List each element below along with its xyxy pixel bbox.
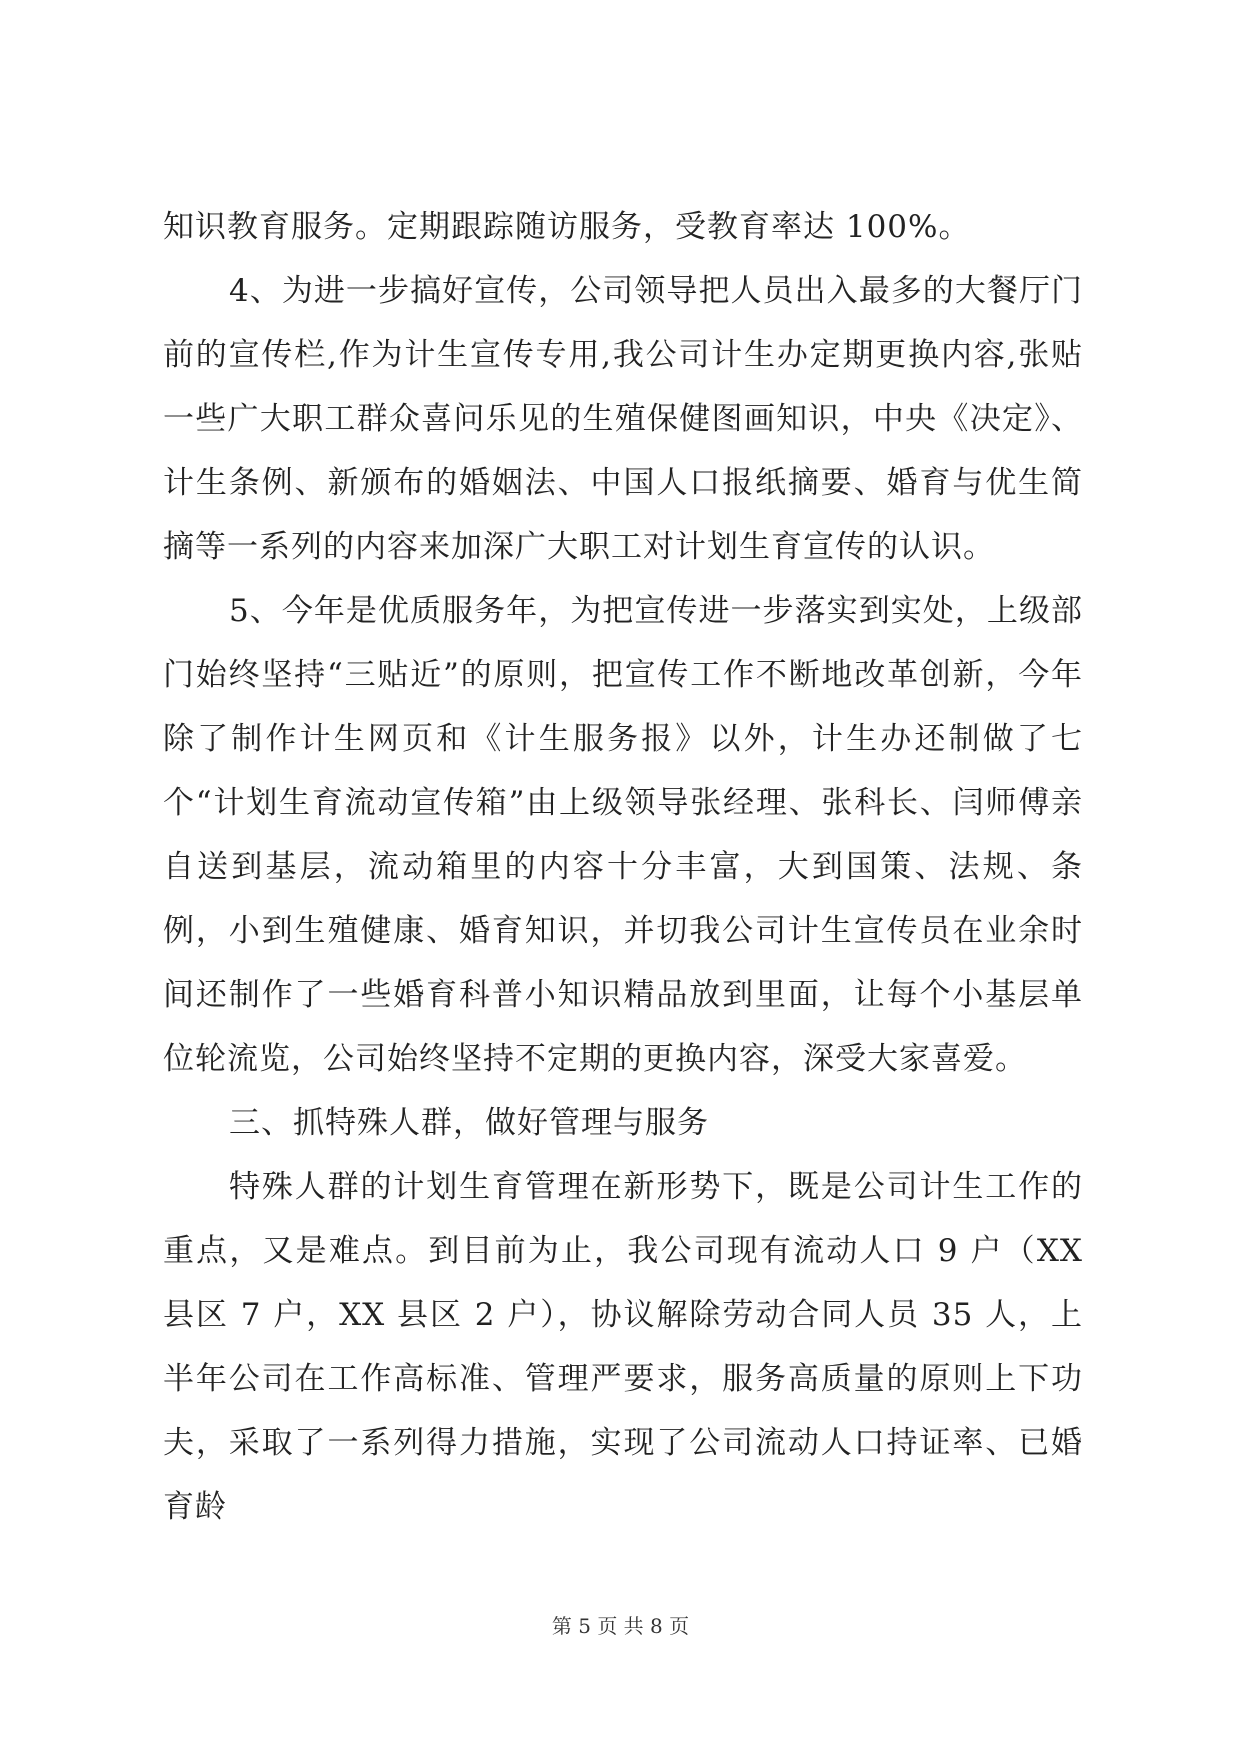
paragraph-continuation: 知识教育服务。定期跟踪随访服务，受教育率达 100%。 (163, 209, 971, 245)
page-number-footer: 第 5 页 共 8 页 (551, 1614, 690, 1638)
paragraph-special-groups: 特殊人群的计划生育管理在新形势下，既是公司计生工作的重点，又是难点。到目前为止，我公司现有流动人口 9 户（XX 县区 7 户，XX 县区 2 户），协议解除劳动合同人员 35 人，上半年公司在工作高标准、管理严要求，服务高质量的原则上下功夫，采取了一系列得力措施，实现了公司流动人口持证率、已婚育龄 (163, 1169, 1083, 1525)
paragraph-item-5: 5、今年是优质服务年，为把宣传进一步落实到实处，上级部门始终坚持“三贴近”的原则，把宣传工作不断地改革创新，今年除了制作计生网页和《计生服务报》以外，计生办还制做了七个“计划生育流动宣传箱”由上级领导张经理、张科长、闫师傅亲自送到基层，流动箱里的内容十分丰富，大到国策、法规、条例，小到生殖健康、婚育知识，并切我公司计生宣传员在业余时间还制作了一些婚育科普小知识精品放到里面，让每个小基层单位轮流览，公司始终坚持不定期的更换内容，深受大家喜爱。 (163, 593, 1083, 1077)
paragraph-item-4: 4、为进一步搞好宣传，公司领导把人员出入最多的大餐厅门前的宣传栏,作为计生宣传专用,我公司计生办定期更换内容,张贴一些广大职工群众喜问乐见的生殖保健图画知识，中央《决定》、计生条例、新颁布的婚姻法、中国人口报纸摘要、婚育与优生简摘等一系列的内容来加深广大职工对计划生育宣传的认识。 (163, 273, 1083, 565)
document-body (163, 195, 1083, 1539)
section-heading-3: 三、抓特殊人群，做好管理与服务 (229, 1105, 709, 1141)
